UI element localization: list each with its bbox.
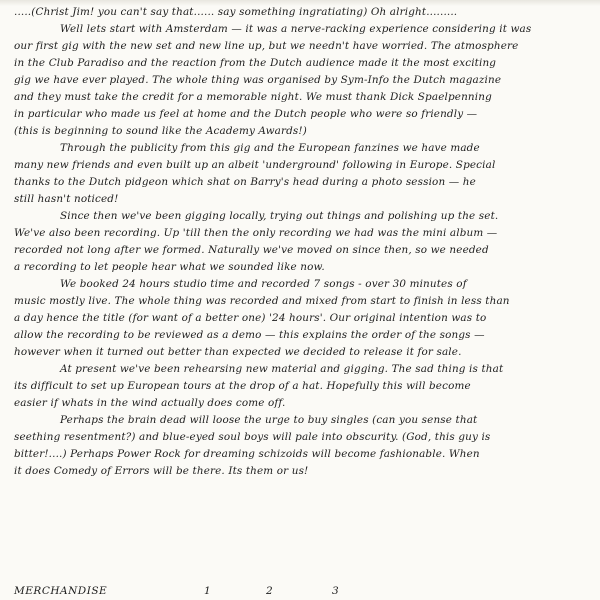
letter-line: seething resentment?) and blue-eyed soul boys will pale into obscurity. (God, this guy is (14, 431, 491, 443)
letter-line: .....(Christ Jim! you can't say that...... say something ingratiating) Oh alright......... (14, 6, 458, 18)
merchandise-heading: MERCHANDISE (14, 585, 108, 597)
letter-line: its difficult to set up European tours at the drop of a hat. Hopefully this will become (14, 380, 471, 392)
letter-line: it does Comedy of Errors will be there. Its them or us! (14, 465, 309, 477)
letter-line: We booked 24 hours studio time and recorded 7 songs - over 30 minutes of (60, 278, 467, 290)
letter-line: still hasn't noticed! (14, 193, 119, 205)
letter-line: and they must take the credit for a memorable night. We must thank Dick Spaelpenning (14, 91, 492, 103)
letter-line: At present we've been rehearsing new material and gigging. The sad thing is that (60, 363, 504, 375)
letter-line: bitter!....) Perhaps Power Rock for dreaming schizoids will become fashionable. When (14, 448, 480, 460)
letter-line: however when it turned out better than expected we decided to release it for sale. (14, 346, 462, 358)
letter-line: Perhaps the brain dead will loose the urge to buy singles (can you sense that (60, 414, 478, 426)
letter-line: Since then we've been gigging locally, trying out things and polishing up the set. (60, 210, 499, 222)
merchandise-column-2: 2 (266, 585, 273, 597)
letter-line: many new friends and even built up an albeit 'underground' following in Europe. Special (14, 159, 496, 171)
letter-line: allow the recording to be reviewed as a demo — this explains the order of the songs — (14, 329, 485, 341)
letter-line: music mostly live. The whole thing was recorded and mixed from start to finish in less than (14, 295, 510, 307)
letter-line: a recording to let people hear what we sounded like now. (14, 261, 325, 273)
letter-line: We've also been recording. Up 'till then the only recording we had was the mini album — (14, 227, 498, 239)
letter-line: recorded not long after we formed. Naturally we've moved on since then, so we needed (14, 244, 489, 256)
letter-line: gig we have ever played. The whole thing was organised by Sym-Info the Dutch magazine (14, 74, 502, 86)
merchandise-column-3: 3 (332, 585, 339, 597)
merchandise-column-1: 1 (204, 585, 211, 597)
letter-line: our first gig with the new set and new line up, but we needn't have worried. The atmosphere (14, 40, 519, 52)
letter-line: in particular who made us feel at home and the Dutch people who were so friendly — (14, 108, 478, 120)
letter-line: thanks to the Dutch pidgeon which shat on Barry's head during a photo session — he (14, 176, 476, 188)
letter-line: Through the publicity from this gig and the European fanzines we have made (60, 142, 480, 154)
letter-line: easier if whats in the wind actually does come off. (14, 397, 286, 409)
letter-line: a day hence the title (for want of a better one) '24 hours'. Our original intention was to (14, 312, 487, 324)
handwritten-letter (14, 4, 588, 480)
letter-line: (this is beginning to sound like the Academy Awards!) (14, 125, 307, 137)
letter-line: Well lets start with Amsterdam — it was a nerve-racking experience considering it was (60, 23, 532, 35)
letter-line: in the Club Paradiso and the reaction from the Dutch audience made it the most exciting (14, 57, 497, 69)
merchandise-section (14, 582, 588, 600)
